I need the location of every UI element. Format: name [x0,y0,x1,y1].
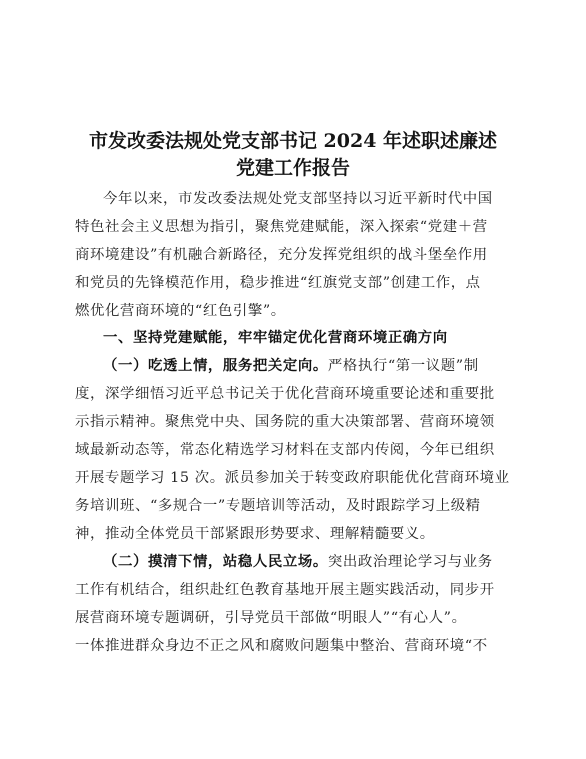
subsection-2-line-4: 一体推进群众身边不正之风和腐败问题集中整治、营商环境“不 [75,638,488,654]
document-title-line-2: 党建工作报告 [235,157,350,179]
subsection-1-line-4: 域最新动态等，常态化精选学习材料在支部内传阅，今年已组织 [75,442,495,458]
subsection-1-line-6: 务培训班、“多规合一”专题培训等活动，及时跟踪学习上级精 [75,498,481,514]
subsection-1-line-2: 度，深学细悟习近平总书记关于优化营商环境重要论述和重要批 [75,386,495,402]
subsection-2-lead: （二）摸清下情，站稳人民立场。 [103,553,328,570]
subsection-2-first-line-text: 突出政治理论学习与业务 [327,554,493,570]
subsection-1-line-3: 示指示精神。聚焦党中央、国务院的重大决策部署、营商环境领 [75,414,495,430]
subsection-2-line-2: 工作有机结合，组织赴红色教育基地开展主题实践活动，同步开 [75,582,495,598]
subsection-1-line-7: 神，推动全体党员干部紧跟形势要求、理解精髓要义。 [75,526,435,542]
subsection-1-lead: （一）吃透上情，服务把关定向。 [103,357,328,374]
subsection-2-line-3: 展营商环境专题调研，引导党员干部做“明眼人”“有心人”。 [75,610,467,626]
intro-line-4: 和党员的先锋模范作用，稳步推进“红旗党支部”创建工作，点 [75,275,481,291]
subsection-1-line-5: 开展专题学习 15 次。派员参加关于转变政府职能优化营商环境业 [75,470,510,486]
subsection-1-first-line-text: 严格执行“第一议题”制 [327,358,479,374]
intro-line-5: 燃优化营商环境的“红色引擎”。 [75,303,286,319]
intro-line-2: 特色社会主义思想为指引，聚焦党建赋能，深入探索“党建＋营 [75,219,488,235]
subsection-2-first-line [103,552,515,572]
section-1-heading: 一、坚持党建赋能，牢牢锚定优化营商环境正确方向 [103,329,448,346]
subsection-1-first-line [103,356,515,376]
document-title-line-1: 市发改委法规处党支部书记 2024 年述职述廉述 [88,130,498,152]
intro-line-3: 商环境建设”有机融合新路径，充分发挥党组织的战斗堡垒作用 [75,247,488,263]
intro-line-1: 今年以来，市发改委法规处党支部坚持以习近平新时代中国 [103,191,493,207]
